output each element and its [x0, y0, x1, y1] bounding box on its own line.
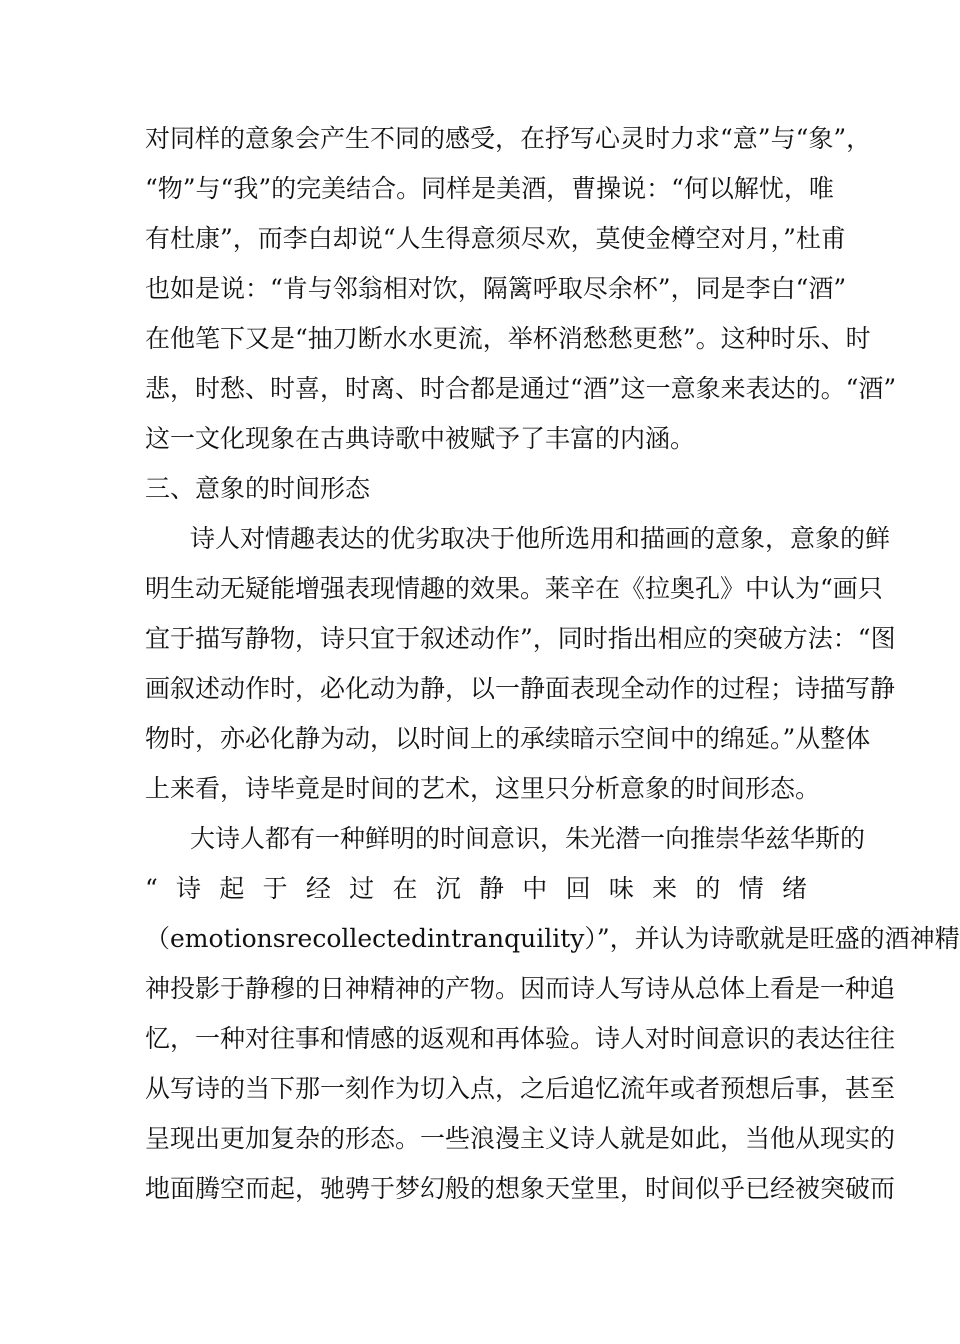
paragraph-first-line: 大诗人都有一种鲜明的时间意识，朱光潜一向推崇华兹华斯的	[190, 824, 866, 853]
spaced-char: 过	[349, 874, 375, 903]
spaced-char: 经	[305, 874, 331, 903]
text-line: “物”与“我”的完美结合。同样是美酒，曹操说：“何以解忧，唯	[145, 174, 834, 203]
text-line: 画叙述动作时，必化动为静，以一静面表现全动作的过程；诗描写静	[145, 674, 896, 703]
spaced-char: “	[145, 874, 158, 903]
text-line: 对同样的意象会产生不同的感受，在抒写心灵时力求“意”与“象”，	[145, 124, 872, 153]
spaced-char: 来	[652, 874, 678, 903]
spaced-char: 回	[565, 874, 591, 903]
text-line: 也如是说：“肯与邻翁相对饮，隔篱呼取尽余杯”，同是李白“酒”	[145, 274, 847, 303]
spaced-char: 情	[738, 874, 764, 903]
text-line: 神投影于静穆的日神精神的产物。因而诗人写诗从总体上看是一种追	[145, 974, 896, 1003]
spaced-char: 沉	[435, 874, 461, 903]
text-line: 忆，一种对往事和情感的返观和再体验。诗人对时间意识的表达往往	[145, 1024, 896, 1053]
text-line: 有杜康”，而李白却说“人生得意须尽欢，莫使金樽空对月，”杜甫	[145, 224, 846, 253]
text-line: 呈现出更加复杂的形态。一些浪漫主义诗人就是如此，当他从现实的	[145, 1124, 896, 1153]
text-line: 在他笔下又是“抽刀断水水更流，举杯消愁愁更愁”。这种时乐、时	[145, 324, 871, 353]
text-line: 这一文化现象在古典诗歌中被赋予了丰富的内涵。	[145, 424, 696, 453]
spaced-char: 的	[695, 874, 721, 903]
section-heading: 三、意象的时间形态	[145, 474, 371, 503]
text-line: 从写诗的当下那一刻作为切入点，之后追忆流年或者预想后事，甚至	[145, 1074, 896, 1103]
spaced-char: 于	[262, 874, 288, 903]
spaced-char: 静	[479, 874, 505, 903]
paragraph-first-line: 诗人对情趣表达的优劣取决于他所选用和描画的意象，意象的鲜	[190, 524, 891, 553]
spaced-char: 绪	[781, 874, 807, 903]
spaced-text-line	[145, 869, 807, 909]
text-line: 物时，亦必化静为动，以时间上的承续暗示空间中的绵延。”从整体	[145, 724, 871, 753]
spaced-char: 在	[392, 874, 418, 903]
text-line: 宜于描写静物，诗只宜于叙述动作”，同时指出相应的突破方法：“图	[145, 624, 896, 653]
spaced-char: 味	[608, 874, 634, 903]
text-line: （emotionsrecollectedintranquility）”，并认为诗歌就是旺盛的酒神精	[145, 924, 960, 953]
text-line: 悲，时愁、时喜，时离、时合都是通过“酒”这一意象来表达的。“酒”	[145, 374, 897, 403]
spaced-char: 诗	[176, 874, 202, 903]
text-line: 明生动无疑能增强表现情趣的效果。莱辛在《拉奥孔》中认为“画只	[145, 574, 883, 603]
spaced-char: 中	[522, 874, 548, 903]
text-line: 上来看，诗毕竟是时间的艺术，这里只分析意象的时间形态。	[145, 774, 821, 803]
spaced-char: 起	[219, 874, 245, 903]
text-line: 地面腾空而起，驰骋于梦幻般的想象天堂里，时间似乎已经被突破而	[145, 1174, 896, 1203]
